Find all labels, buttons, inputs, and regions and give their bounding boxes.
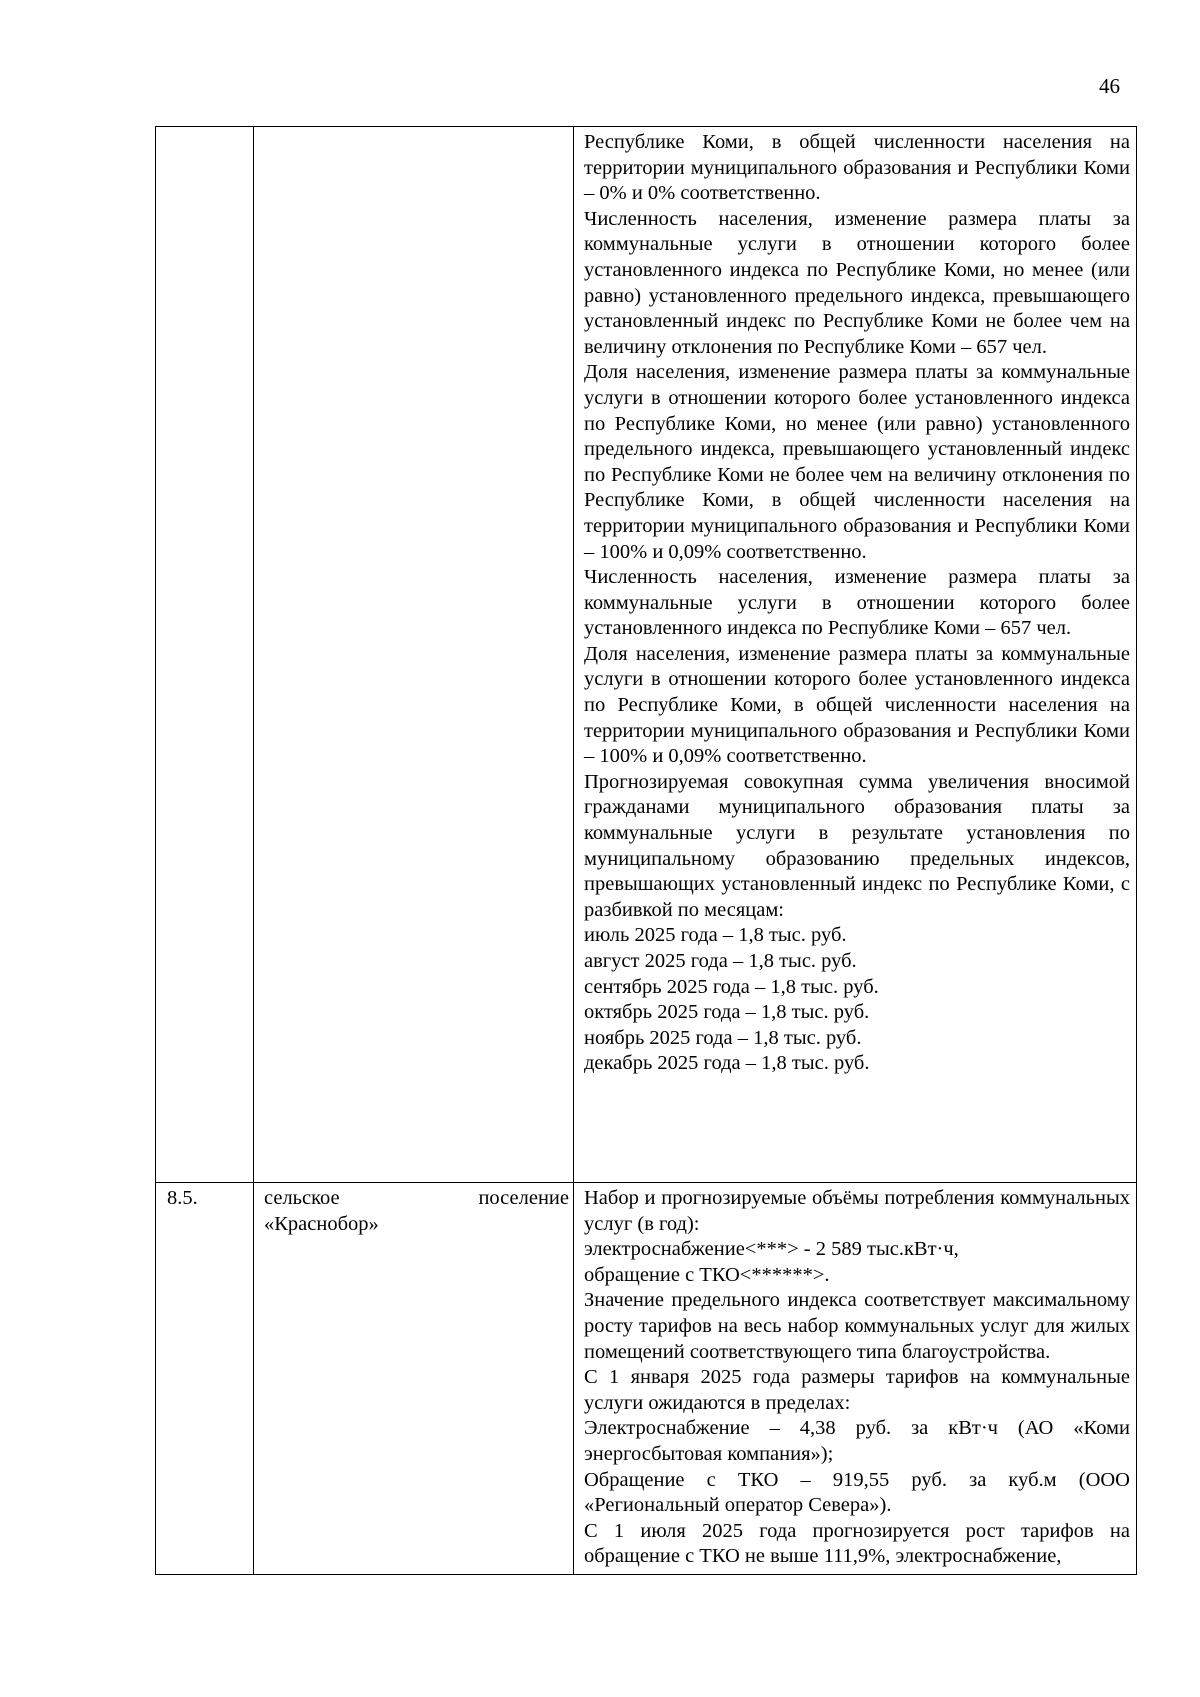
indices-table xyxy=(155,126,1137,1575)
monthly-amount-line: октябрь 2025 года – 1,8 тыс. руб. xyxy=(584,1001,870,1024)
page-number: 46 xyxy=(1099,74,1120,98)
monthly-amount-line: декабрь 2025 года – 1,8 тыс. руб. xyxy=(584,1052,870,1075)
paragraph: С 1 июля 2025 года прогнозируется рост тарифов на обращение с ТКО не выше 111,9%, электроснабжение, xyxy=(584,1519,1130,1568)
paragraph: Набор и прогнозируемые объёмы потребления коммунальных услуг (в год): xyxy=(584,1187,1130,1235)
table-row xyxy=(156,127,1137,1183)
place-name-cell xyxy=(254,127,574,1183)
service-volume-line: обращение с ТКО<******>. xyxy=(584,1263,830,1286)
paragraph: Доля населения, изменение размера платы за коммунальные услуги в отношении которого более установленного индекса по Республике Коми, но менее (или равно) установленного предельного индекса, превышающего установленный индекс по Республике Коми не более чем на величину отклонения по Республике Коми, в общей численности населения на территории муниципального образования и Республики Коми – 100% и 0,09% соответственно. xyxy=(584,361,1130,563)
paragraph: Численность населения, изменение размера платы за коммунальные услуги в отношении которого более установленного индекса по Республике Коми, но менее (или равно) установленного предельного индекса, превышающего установленный индекс по Республике Коми не более чем на величину отклонения по Республике Коми – 657 чел. xyxy=(584,207,1130,358)
paragraph: С 1 января 2025 года размеры тарифов на коммунальные услуги ожидаются в пределах: xyxy=(584,1366,1130,1414)
paragraph: Электроснабжение – 4,38 руб. за кВт·ч (АО «Коми энергосбытовая компания»); xyxy=(584,1417,1130,1465)
place-type: сельское поселение xyxy=(264,1187,569,1209)
monthly-amount-line: июль 2025 года – 1,8 тыс. руб. xyxy=(584,924,847,947)
monthly-amount-line: август 2025 года – 1,8 тыс. руб. xyxy=(584,950,857,972)
paragraph: Обращение с ТКО – 919,55 руб. за куб.м (ООО «Региональный оператор Севера»). xyxy=(584,1468,1130,1517)
paragraph: Республике Коми, в общей численности населения на территории муниципального образования и Республики Коми – 0% и 0% соответственно. xyxy=(584,131,1130,205)
place-title: «Краснобор» xyxy=(264,1212,379,1235)
paragraph: Численность населения, изменение размера платы за коммунальные услуги в отношении которого более установленного индекса по Республике Коми – 657 чел. xyxy=(584,566,1130,640)
monthly-amount-line: ноябрь 2025 года – 1,8 тыс. руб. xyxy=(584,1026,862,1049)
content-cell xyxy=(574,1183,1137,1575)
paragraph: Доля населения, изменение размера платы за коммунальные услуги в отношении которого более установленного индекса по Республике Коми, в общей численности населения на территории муниципального образования и Республики Коми – 100% и 0,09% соответственно. xyxy=(584,642,1130,768)
paragraph: Прогнозируемая совокупная сумма увеличения вносимой гражданами муниципального образования платы за коммунальные услуги в результате установления по муниципальному образованию предельных индексов, превышающих установленный индекс по Республике Коми, с разбивкой по месяцам: xyxy=(584,770,1130,921)
row-number-cell xyxy=(156,127,254,1183)
service-volume-line: электроснабжение<***> - 2 589 тыс.кВт·ч, xyxy=(584,1238,959,1261)
row-number-cell: 8.5. xyxy=(156,1183,254,1575)
paragraph: Значение предельного индекса соответствует максимальному росту тарифов на весь набор коммунальных услуг для жилых помещений соответствующего типа благоустройства. xyxy=(584,1289,1130,1363)
place-name-cell xyxy=(254,1183,574,1575)
monthly-amount-line: сентябрь 2025 года – 1,8 тыс. руб. xyxy=(584,975,879,998)
table-row xyxy=(156,1183,1137,1575)
content-cell xyxy=(574,127,1137,1183)
